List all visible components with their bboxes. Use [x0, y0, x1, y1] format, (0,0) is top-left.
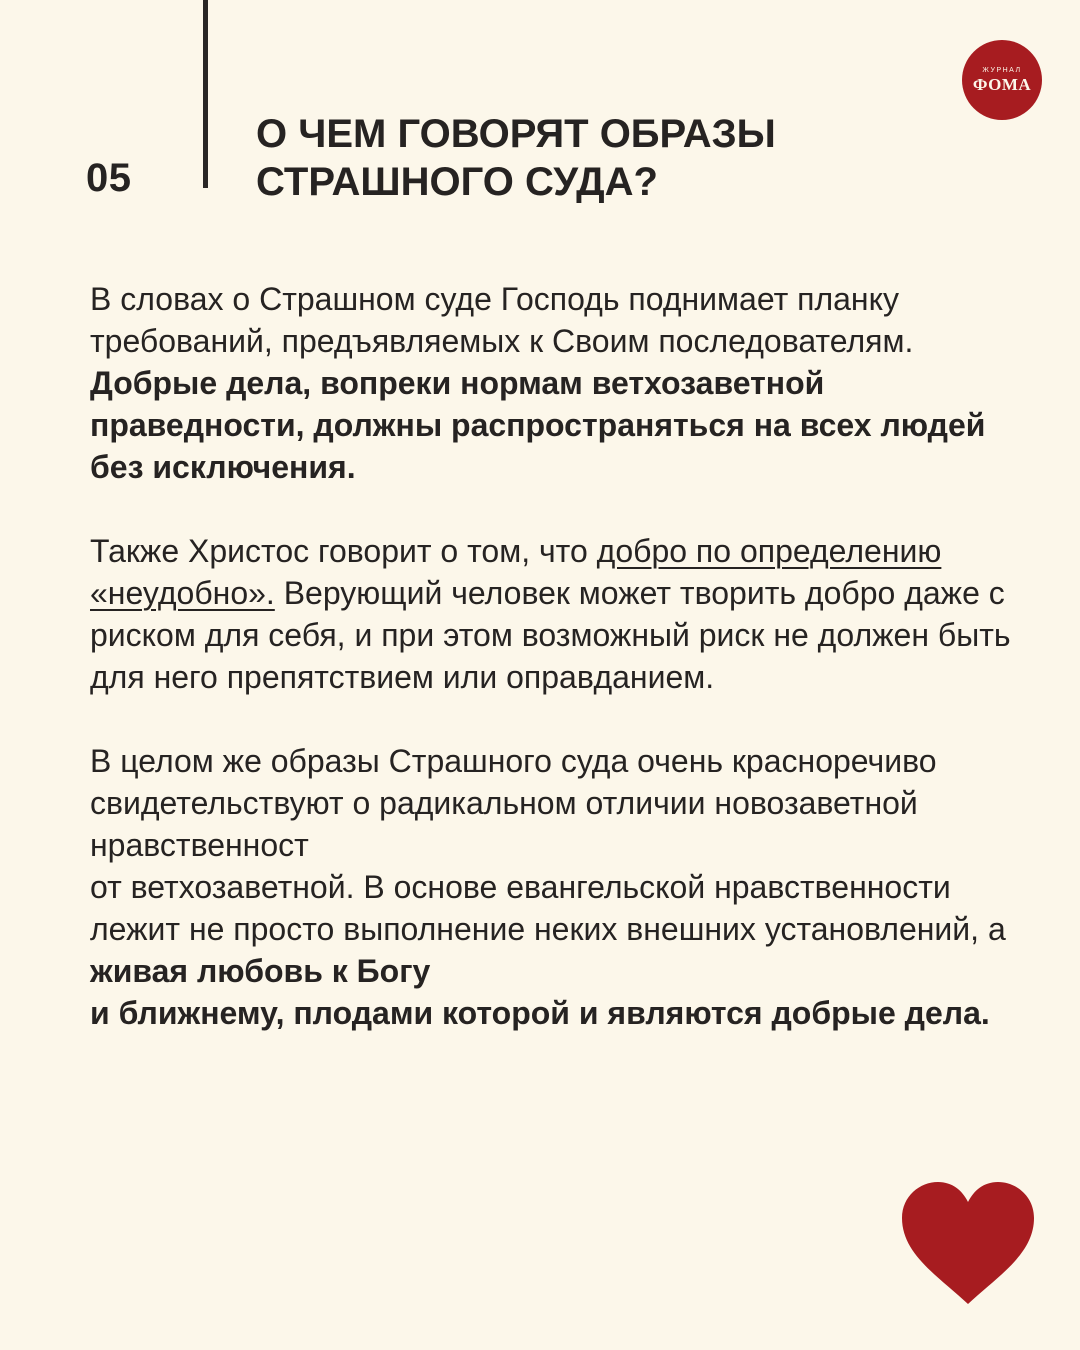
- paragraph-2-text-end: Верующий человек может творить добро даже с риском для себя, и при этом возможный риск не должен быть для него препятствием или оправданием.: [90, 575, 1011, 695]
- paragraph-3-text-middle: от ветхозаветной. В основе евангельской нравственности лежит не просто выполнение неких внешних установлений, а: [90, 869, 1006, 947]
- paragraph-3: [90, 740, 1030, 1034]
- paragraph-3-text-start: В целом же образы Страшного суда очень красноречиво свидетельствуют о радикальном отличии новозаветной нравственност: [90, 743, 937, 863]
- foma-logo: [962, 40, 1042, 120]
- page-title-line-2: СТРАШНОГО СУДА?: [256, 160, 658, 204]
- page-title: [256, 110, 876, 206]
- heart-icon: [900, 1180, 1036, 1306]
- header-divider: [203, 0, 208, 188]
- paragraph-2: [90, 530, 1030, 698]
- logo-wordmark: ФОМА: [972, 75, 1032, 94]
- paragraph-1: [90, 278, 1030, 488]
- paragraph-1-emphasis: Добрые дела, вопреки нормам ветхозаветной праведности, должны распространяться на всех людей без исключения.: [90, 365, 986, 485]
- paragraph-2-text-start: Также Христос говорит о том, что: [90, 533, 597, 569]
- paragraph-2-underlined: добро по определению «неудобно».: [90, 533, 942, 611]
- paragraph-1-text: В словах о Страшном суде Господь поднимает планку требований, предъявляемых к Своим последователям.: [90, 281, 914, 359]
- article-body: [90, 278, 1030, 1076]
- page-title-line-1: О ЧЕМ ГОВОРЯТ ОБРАЗЫ: [256, 112, 776, 156]
- paragraph-3-emphasis-1: живая любовь к Богу: [90, 953, 431, 989]
- logo-caption: ЖУРНАЛ: [982, 67, 1022, 74]
- section-number: 05: [86, 156, 132, 200]
- paragraph-3-emphasis-2: и ближнему, плодами которой и являются добрые дела.: [90, 995, 990, 1031]
